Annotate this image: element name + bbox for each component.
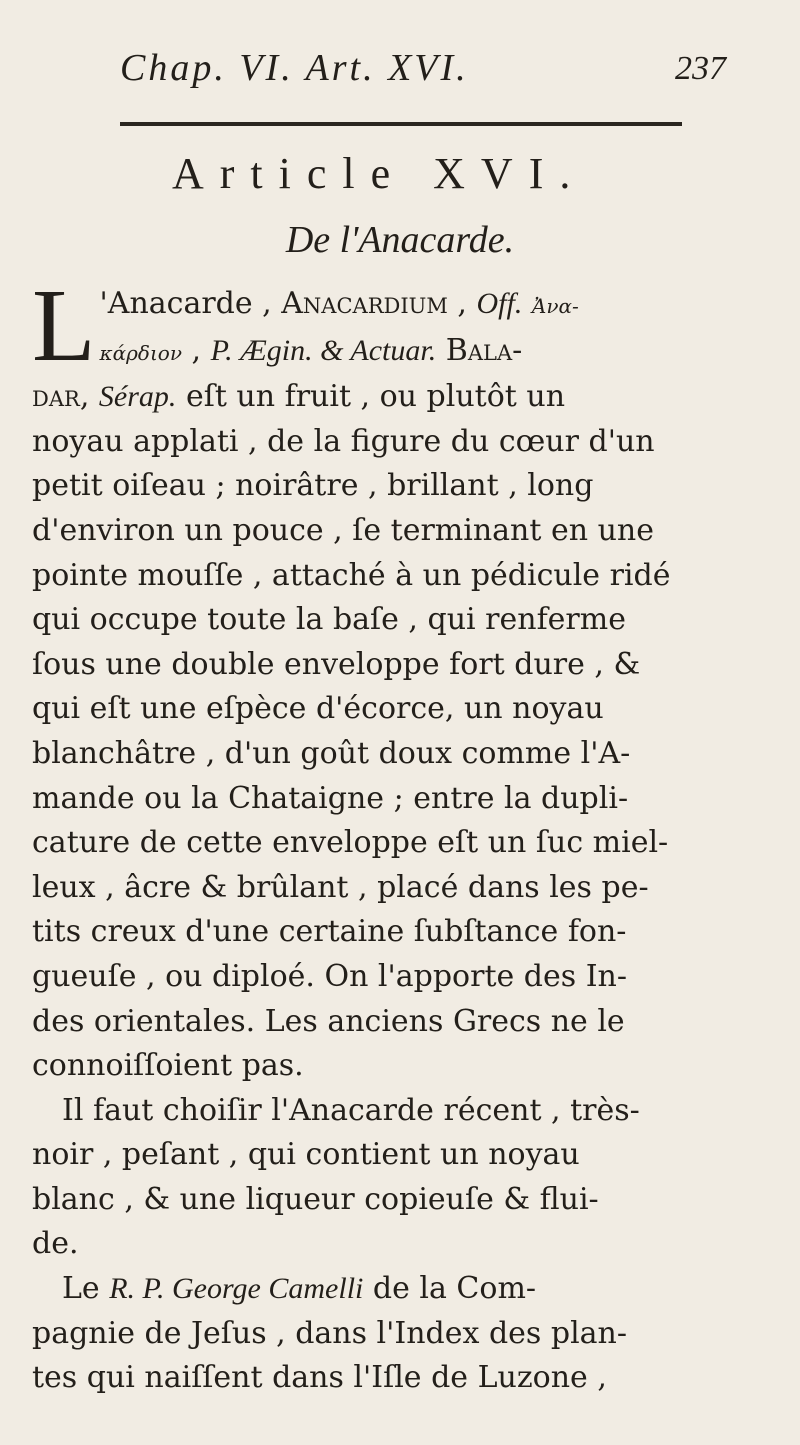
text-line: qui eſt une eſpèce d'écorce, un noyau [32,691,604,727]
text-line: ſous une double enveloppe fort dure , & [32,646,641,682]
text-span: , [457,286,467,321]
paragraph-1 [32,268,692,1089]
text-line: des orientales. Les anciens Grecs ne le [32,1003,625,1039]
text-line [32,1267,692,1312]
text-line: Il faut choiſir l'Anacarde récent , très- [62,1092,640,1128]
text-line: tes qui naiſſent dans l'Iſle de Luzone , [32,1360,607,1396]
text-line: de. [32,1226,79,1262]
author-citation: Sérap. [98,380,177,414]
text-line [32,282,692,329]
paragraph-3 [32,1267,692,1401]
text-line: blanc , & une liqueur copieuſe & flui- [32,1181,599,1217]
text-line: pagnie de Jeſus , dans l'Index des plan- [32,1315,628,1351]
page-number: 237 [675,50,726,87]
text-span: 'Anacarde , [99,286,272,321]
abbrev-off: Off. [476,287,523,320]
text-line: cature de cette enveloppe eſt un ſuc miel- [32,825,669,861]
text-line: tits creux d'une certaine ſubſtance fon- [32,914,627,950]
running-head [0,38,800,98]
text-span: eſt un fruit , ou plutôt un [185,379,566,415]
text-line: petit oiſeau ; noirâtre , brillant , long [32,468,594,504]
term-anacardium: Anacardium [281,286,448,321]
text-line: gueuſe , ou diploé. On l'apporte des In- [32,958,628,994]
text-line: qui occupe toute la baſe , qui renferme [32,602,626,638]
header-rule [120,122,682,126]
paragraph-2 [32,1089,692,1267]
text-span: , [191,332,202,368]
article-title: Article XVI. [172,149,587,198]
text-span: de la Com- [372,1271,537,1307]
text-line: leux , âcre & brûlant , placé dans les pe- [32,869,649,905]
person-name: R. P. George Camelli [109,1272,364,1306]
body-text [32,268,692,1401]
term-baladar: Bala- [445,332,523,368]
greek-term: κάρδιον [99,340,182,365]
author-citation: P. Ægin. & Actuar. [210,333,437,367]
drop-cap: L [32,268,96,383]
article-subtitle: De l'Anacarde. [285,219,515,261]
greek-term: Ἀνα- [531,294,579,318]
text-line: d'environ un pouce , ſe terminant en une [32,512,654,548]
text-line: noyau applati , de la figure du cœur d'un [32,423,655,459]
text-line: blanchâtre , d'un goût doux comme l'A- [32,735,631,771]
chapter-heading: Chap. VI. Art. XVI. [120,47,469,89]
text-line [32,329,692,376]
text-line: connoiſſoient pas. [32,1048,304,1084]
text-line: noir , peſant , qui contient un noyau [32,1137,580,1173]
term-baladar: dar [32,379,80,415]
text-line: pointe mouſſe , attaché à un pédicule ridé [32,557,671,593]
text-line: mande ou la Chataigne ; entre la dupli- [32,780,629,816]
text-line [32,375,692,420]
text-span: , [79,379,90,415]
text-span: Le [62,1271,100,1307]
